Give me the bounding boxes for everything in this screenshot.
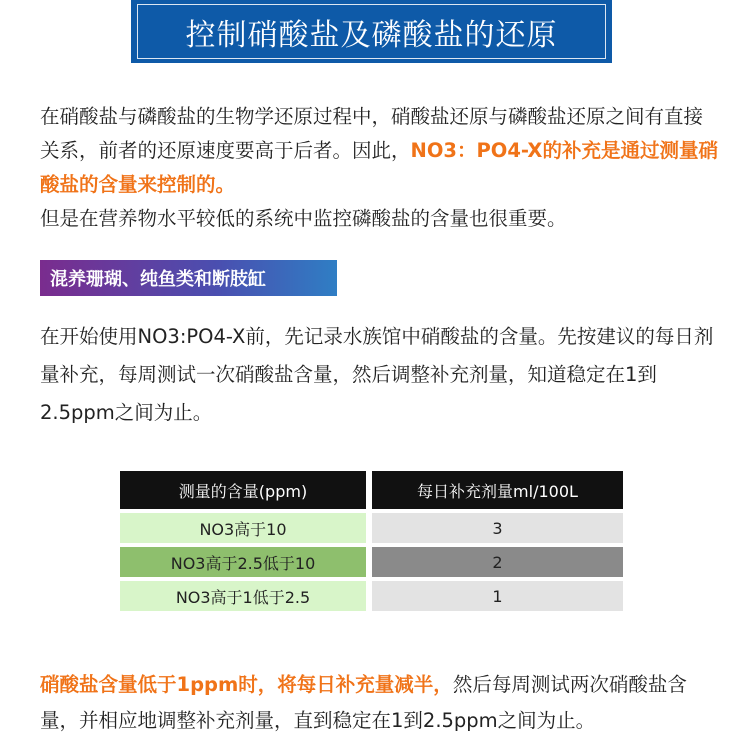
table-row [120, 581, 623, 611]
section-heading: 混养珊瑚、纯鱼类和断肢缸 [50, 269, 266, 290]
intro-paragraph [40, 100, 720, 202]
header-daily-dose: 每日补充剂量ml/100L [372, 471, 623, 509]
header-measured-level: 测量的含量(ppm) [120, 471, 366, 509]
intro-second-line: 但是在营养物水平较低的系统中监控磷酸盐的含量也很重要。 [40, 207, 567, 230]
cell-level: NO3高于2.5低于10 [120, 547, 366, 577]
dosage-table [120, 467, 623, 615]
section-heading-banner [40, 260, 337, 296]
footer-paragraph [40, 667, 720, 739]
cell-level: NO3高于10 [120, 513, 366, 543]
title-banner [131, 0, 612, 63]
footer-highlight: 硝酸盐含量低于1ppm时，将每日补充量减半， [40, 673, 453, 696]
page-title: 控制硝酸盐及磷酸盐的还原 [185, 17, 558, 53]
footer-text: 然后每周测试两次硝酸盐含量，并相应地调整补充剂量，直到稳定在1到2.5ppm之间为止。 [40, 673, 687, 732]
cell-dose: 3 [372, 513, 623, 543]
cell-dose: 1 [372, 581, 623, 611]
intro-text: 在硝酸盐与磷酸盐的生物学还原过程中，硝酸盐还原与磷酸盐还原之间有直接关系，前者的还原速度要高于后者。因此， [40, 105, 704, 162]
intro-highlight: NO3：PO4-X的补充是通过测量硝酸盐的含量来控制的。 [40, 139, 718, 196]
table-row [120, 547, 623, 577]
table-row [120, 513, 623, 543]
table-header-row [120, 471, 623, 509]
cell-dose: 2 [372, 547, 623, 577]
instructions-paragraph: 在开始使用NO3:PO4-X前，先记录水族馆中硝酸盐的含量。先按建议的每日剂量补充，每周测试一次硝酸盐含量，然后调整补充剂量，知道稳定在1到2.5ppm之间为止。 [40, 325, 714, 424]
cell-level: NO3高于1低于2.5 [120, 581, 366, 611]
